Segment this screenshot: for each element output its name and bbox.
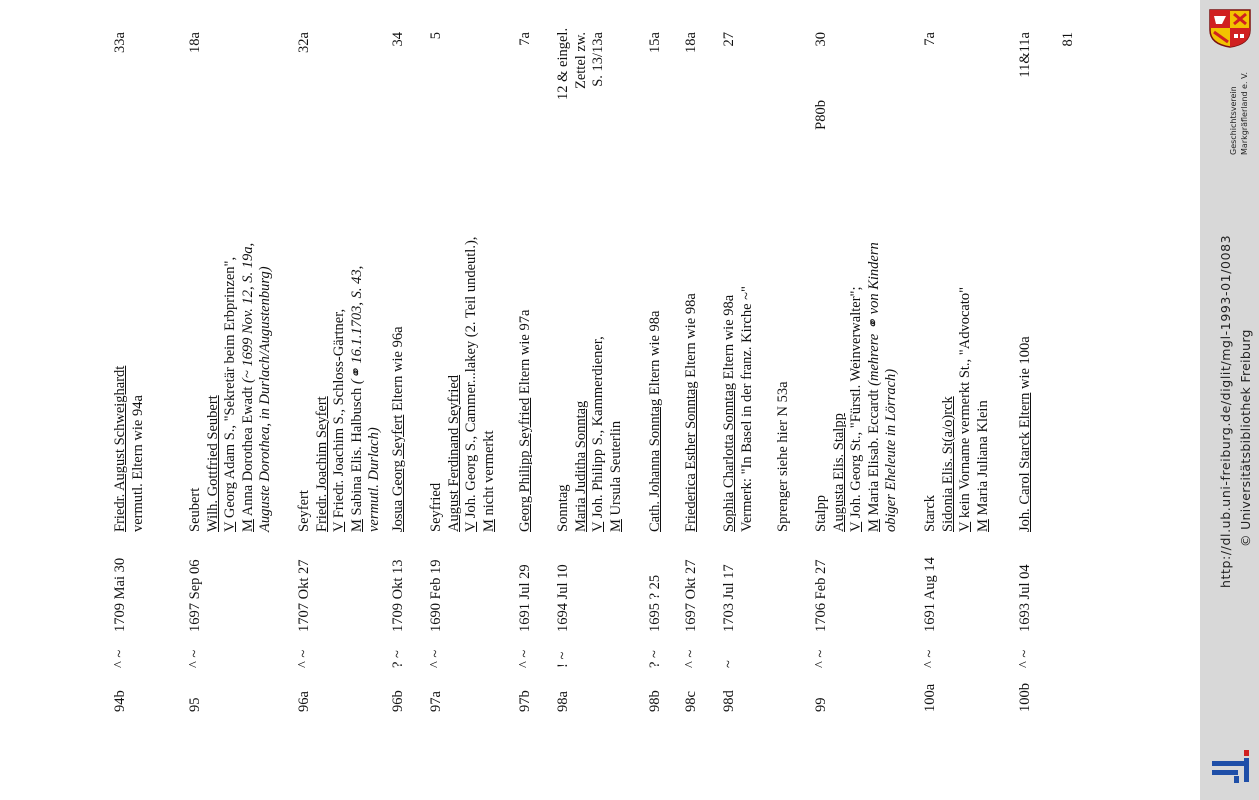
entry-text-part: Maria Juditha Sonntag — [572, 400, 589, 532]
entry-secondary-reference: P80b — [813, 100, 829, 130]
entry-line — [957, 102, 975, 532]
entry-page-reference: 18a — [683, 32, 699, 53]
entry-text-part: nicht vermerkt — [480, 430, 497, 520]
entry-line — [331, 102, 349, 532]
entry-text-part: Cath. Johanna Sonntag — [647, 398, 663, 532]
entry-text-part: Eltern wie 98a — [683, 293, 699, 382]
entry-date: 1693 Jul 04 — [1017, 564, 1033, 632]
verein-name-line1: Geschichtsverein — [1229, 86, 1238, 155]
entry-text-part: Eltern wie 96a — [390, 326, 406, 415]
entry-mark: ~ — [721, 660, 737, 668]
entry-text-part: Maria Juliana Klein — [974, 400, 991, 520]
entry-line — [314, 102, 332, 532]
entry-page-reference: 11&11a — [1017, 32, 1033, 78]
entry-page-reference: 34 — [390, 32, 406, 47]
verein-name-line2: Markgräflerland e. V. — [1240, 71, 1249, 155]
entry-page-reference: 5 — [428, 32, 444, 40]
entry-line — [112, 102, 130, 532]
entry-line — [975, 102, 993, 532]
entry-line — [775, 102, 793, 532]
entry-line — [940, 102, 958, 532]
entry-text — [517, 102, 535, 532]
entry-text — [390, 102, 408, 532]
entry-page-reference: 32a — [296, 32, 312, 53]
entry-number: 96a — [296, 691, 312, 712]
entry-text-part: Maria Elisab. Eccardt — [865, 385, 882, 520]
entry-text-part: Joh. Georg St., "Fürstl. Weinverwalter"; — [848, 286, 864, 522]
entry-text-part: Sonntag — [555, 484, 571, 532]
entry-text — [296, 102, 384, 532]
entry-number: 98d — [721, 690, 737, 712]
entry-date: 1706 Feb 27 — [813, 559, 829, 632]
entry-text-part: (⚭ 16.1.1703, S. 43, — [348, 265, 365, 385]
library-copyright: © Universitätsbibliothek Freiburg — [1238, 329, 1253, 547]
verein-crest-icon — [1208, 8, 1252, 48]
entry-date: 1695 ? 25 — [647, 574, 663, 632]
entry-text — [187, 102, 275, 532]
entry-text-part: Ursula Seuterlin — [607, 420, 624, 520]
entry-mark: ^ ~ — [813, 649, 829, 668]
entry-text-part: Auguste Dorothea, in Durlach/Augustenburg) — [257, 266, 273, 532]
entry-date: 1691 Aug 14 — [922, 557, 938, 632]
entry-number: 97b — [517, 690, 533, 712]
entry-mark: ^ ~ — [296, 649, 312, 668]
entry-text-part: Eltern wie 97a — [517, 309, 533, 398]
entry-number: 94b — [112, 690, 128, 712]
entry-mark: ^ ~ — [187, 649, 203, 668]
entry-text-part: vermutl. Eltern wie 94a — [129, 395, 146, 532]
entry-text-part: V — [331, 521, 347, 532]
page-number: 81 — [1060, 32, 1076, 47]
entry-number: 96b — [390, 690, 406, 712]
entry-text-part: Stalpp — [813, 494, 829, 532]
entry-date: 1697 Okt 27 — [683, 559, 699, 632]
entry-text — [683, 102, 701, 532]
entry-date: 1709 Okt 13 — [390, 559, 406, 632]
entry-text — [555, 102, 625, 532]
entry-text-part: Sophia Charlotta Sonntag — [721, 382, 737, 532]
entry-date: 1703 Jul 17 — [721, 564, 737, 632]
entry-text-part: Joh. Philipp S., Kammerdiener, — [590, 336, 606, 522]
entry-text-part: Georg Philipp Seyfried — [517, 397, 533, 532]
entry-number: 95 — [187, 697, 203, 712]
entry-date: 1697 Sep 06 — [187, 559, 203, 632]
entry-text-part: Eltern wie 98a — [647, 310, 663, 399]
entry-text-part: Anna Dorothea Ewadt — [239, 382, 256, 520]
entry-text-part: Vermerk: "In Basel in der franz. Kirche ~" — [738, 286, 755, 532]
entry-mark: ^ ~ — [683, 649, 699, 668]
entry-number: 100b — [1017, 683, 1033, 712]
entry-text — [721, 102, 756, 532]
entry-text-part: Friedr. Joachim Seyfert — [313, 396, 330, 532]
entry-mark: ? ~ — [647, 650, 663, 668]
entry-page-reference: 7a — [922, 32, 938, 46]
entry-line — [647, 102, 665, 532]
entry-text — [775, 102, 793, 532]
entry-text-part: Seubert — [187, 487, 203, 532]
entry-page-reference: 12 & eingel. Zettel zw. S. 13/13a — [555, 27, 606, 100]
entry-number: 98b — [647, 690, 663, 712]
entry-line — [555, 102, 573, 532]
entry-page-reference: 7a — [517, 32, 533, 46]
entry-line — [366, 102, 384, 532]
entry-text-part: M — [480, 519, 497, 532]
entry-text-part: kein Vorname vermerkt St., "Advocato" — [957, 286, 973, 522]
entry-page-reference: 15a — [647, 32, 663, 53]
entry-text — [647, 102, 665, 532]
entry-line — [428, 102, 446, 532]
entry-number: 98a — [555, 691, 571, 712]
entry-page-reference: 27 — [721, 32, 737, 47]
entry-number: 99 — [813, 697, 829, 712]
entry-text-part: Sprenger siehe hier N 53a — [775, 381, 791, 532]
entry-line — [257, 102, 275, 532]
entry-text-part: V — [848, 521, 864, 532]
entry-line — [866, 102, 884, 532]
entry-line — [390, 102, 408, 532]
entry-page-reference: 33a — [112, 32, 128, 53]
entry-text-part: Joh. Georg S., Cammer...lakey (2. Teil undeutl.), — [463, 236, 479, 522]
entry-line — [446, 102, 464, 532]
entry-text-part: Augusta Elis. Stalpp — [830, 413, 847, 532]
university-library-logo-icon — [1210, 748, 1254, 784]
entry-text-part: M — [348, 519, 365, 532]
entry-line — [187, 102, 205, 532]
entry-text-part: Sabina Elis. Halbusch — [348, 384, 365, 520]
entry-date: 1707 Okt 27 — [296, 559, 312, 632]
entry-line — [240, 102, 258, 532]
entry-text-part: M — [974, 519, 991, 532]
entry-text-part: Sidonia Elis. St(a/o)rck — [939, 396, 956, 532]
entry-text-part: Wilh. Gottfried Seubert — [204, 395, 221, 532]
entry-text-part: Seyfert — [296, 490, 312, 532]
entry-text — [428, 102, 498, 532]
entry-text-part: V — [957, 521, 973, 532]
entry-date: 1690 Feb 19 — [428, 559, 444, 632]
entry-text — [922, 102, 992, 532]
entry-line — [721, 102, 739, 532]
entry-page-reference: 30 — [813, 32, 829, 47]
entry-line — [463, 102, 481, 532]
entry-line — [683, 102, 701, 532]
entry-text-part: August Ferdinand Seyfried — [445, 374, 462, 532]
entry-text-part: Joh. Carol Starck Eltern — [1017, 392, 1033, 532]
entry-line — [517, 102, 535, 532]
entry-text-part: Seyfried — [428, 482, 444, 532]
entry-mark: ^ ~ — [922, 649, 938, 668]
entry-text-part: Josua Georg Seyfert — [390, 414, 406, 532]
entry-number: 100a — [922, 683, 938, 712]
entry-line — [205, 102, 223, 532]
entry-line — [481, 102, 499, 532]
entry-text-part: V — [222, 521, 238, 532]
entry-line — [608, 102, 626, 532]
entry-line — [573, 102, 591, 532]
entry-line — [739, 102, 757, 532]
entry-number: 98c — [683, 691, 699, 712]
entry-text-part: V — [463, 521, 479, 532]
entry-text — [112, 102, 147, 532]
entry-line — [222, 102, 240, 532]
entry-line — [130, 102, 148, 532]
entry-text-part: (mehrere ⚭ von Kindern — [865, 242, 882, 386]
entry-text-part: V — [590, 521, 606, 532]
entry-text-part: M — [607, 519, 624, 532]
entry-number: 97a — [428, 691, 444, 712]
entry-mark: ^ ~ — [1017, 649, 1033, 668]
entry-text-part: obiger Eheleute in Lörrach) — [883, 368, 899, 532]
entry-text — [1017, 102, 1035, 532]
entry-mark: ? ~ — [390, 650, 406, 668]
entry-text-part: Friedr. Joachim S., Schloss-Gärtner, — [331, 308, 347, 522]
entry-text-part: vermutl. Durlach) — [366, 427, 382, 532]
entry-date: 1691 Jul 29 — [517, 564, 533, 632]
entry-text-part: Friedr. August Schweighardt — [112, 365, 128, 532]
entry-text-part: M — [239, 519, 256, 532]
entry-mark: ^ ~ — [517, 649, 533, 668]
entry-mark: ^ ~ — [112, 649, 128, 668]
entry-mark: ! ~ — [555, 651, 571, 668]
entry-line — [296, 102, 314, 532]
entry-text-part: M — [865, 519, 882, 532]
entry-page-reference: 18a — [187, 32, 203, 53]
entry-line — [922, 102, 940, 532]
entry-line — [349, 102, 367, 532]
entry-text-part: Starck — [922, 494, 938, 532]
entry-line — [590, 102, 608, 532]
entry-text-part: (~ 1699 Nov. 12, S. 19a, — [239, 242, 256, 383]
entry-text-part: wie 100a — [1017, 336, 1033, 393]
entry-line — [1017, 102, 1035, 532]
entry-text-part: Eltern wie 98a — [721, 294, 737, 383]
entry-line — [883, 102, 901, 532]
entry-mark: ^ ~ — [428, 649, 444, 668]
entry-line — [848, 102, 866, 532]
document-url-link[interactable]: http://dl.ub.uni-freiburg.de/diglit/mgl-1993-01/0083 — [1218, 234, 1233, 588]
entry-text-part: Georg Adam S., "Sekretär beim Erbprinzen", — [222, 256, 238, 522]
entry-text-part: Friederica Esther Sonntag — [683, 381, 699, 532]
entry-date: 1694 Jul 10 — [555, 564, 571, 632]
entry-date: 1709 Mai 30 — [112, 557, 128, 632]
entry-line — [831, 102, 849, 532]
